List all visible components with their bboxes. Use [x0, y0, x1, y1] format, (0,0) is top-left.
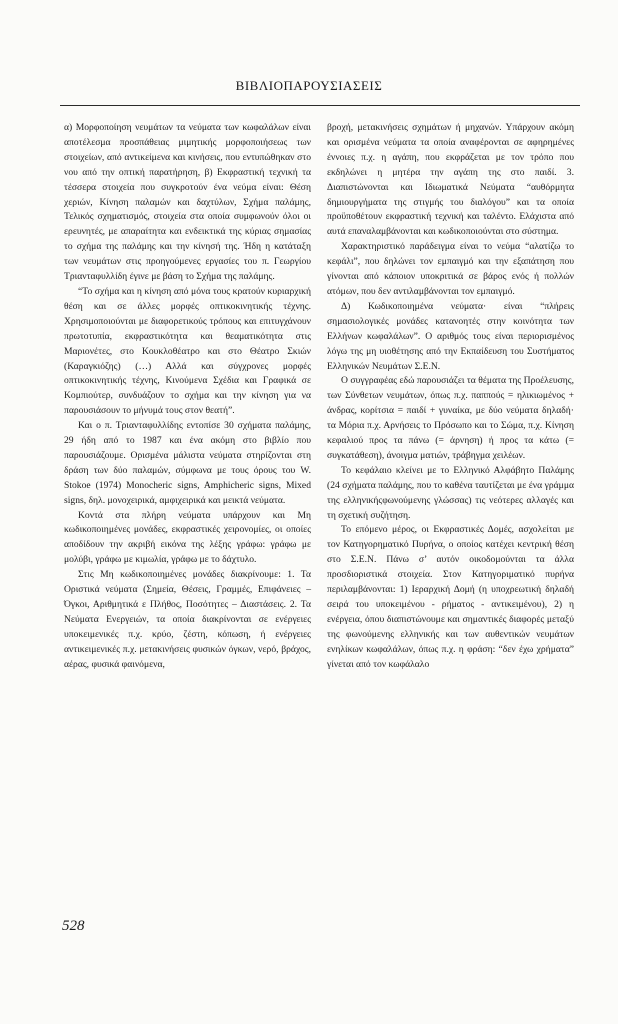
- paragraph: Και ο π. Τριανταφυλλίδης εντοπίσε 30 σχήματα παλάμης, 29 ήδη από το 1987 και ένα ακόμη στο βιβλίο που παρουσιάζουμε. Ορισμένα μάλιστα νεύματα στηρίζονται στη δράση των δύο παλαμών, σύμφωνα με τους όρους του W. Stokoe (1974) Monocheric signs, Amphicheric signs, Mixed signs, δηλ. μονοχειρικά, αμφιχειρικά και μεικτά νεύματα.: [64, 420, 311, 506]
- paragraph: Το κεφάλαιο κλείνει με το Ελληνικό Αλφάβητο Παλάμης (24 σχήματα παλάμης, που το καθένα ταυτίζεται με ένα γράμμα της ελληνικήςφωνούμενης γλώσσας) τις νεότερες αλλαγές και τη σχετική συζήτηση.: [327, 464, 574, 521]
- paragraph: Δ) Κωδικοποιημένα νεύματα· είναι “πλήρεις σημασιολογικές μονάδες κατανοητές στην κοινότητα των Ελλήνων κωφαλάλων”. Ο αριθμός τους είναι περιορισμένος λόγω της μη υιοθέτησης από την Εκπαίδευση του Συστήματος Ελληνικών Νευμάτων Σ.Ε.Ν.: [327, 300, 574, 372]
- paragraph: Χαρακτηριστικό παράδειγμα είναι το νεύμα “αλατίζω το κεφάλι”, που δηλώνει τον εμπαιγμό και την εξαπάτηση που γίνονται από κάποιον υποκριτικά σε βάρος ενός ή πολλών ατόμων, που δεν αντιλαμβάνονται τον εμπαιγμό.: [327, 241, 574, 297]
- running-head: ΒΙΒΛΙΟΠΑΡΟΥΣΙΑΣΕΙΣ: [235, 78, 383, 93]
- right-column: [327, 121, 574, 673]
- paragraph: Στις Μη κωδικοποιημένες μονάδες διακρίνουμε: 1. Τα Οριστικά νεύματα (Σημεία, Θέσεις, Γραμμές, Επιφάνειες – Όγκοι, Αριθμητικά ε Πλήθος, Ποσότητες – Διαστάσεις. 2. Τα Νεύματα Ενεργειών, τα οποία διακρίνονται σε ενέργειες υποκειμενικές π.χ. κρύο, ζέστη, κόπωση, ή ενέργειες αντικειμενικές π.χ. μετακινήσεις φυσικών όγκων, νερό, βράχος, αέρας, φυσικά φαινόμενα,: [64, 569, 311, 670]
- left-column: [64, 121, 311, 673]
- header-rule: [60, 105, 580, 106]
- page-number: 528: [62, 918, 85, 934]
- paragraph: Ο συγγραφέας εδώ παρουσιάζει τα θέματα της Προέλευσης, των Σύνθετων νευμάτων, όπως π.χ. παππούς = ηλικιωμένος + άνδρας, κορίτσια = παιδί + γυναίκα, με δύο νεύματα δηλαδή· τα Μόρια π.χ. Αρνήσεις το Πρόσωπο και το Σώμα, π.χ. Κίνηση κεφαλιού προς τα πάνω (= άρνηση) ή προς τα κάτω (= συγκατάθεση), άνοιγμα ματιών, τράβηγμα χειλέων.: [327, 375, 574, 461]
- paragraph: βροχή, μετακινήσεις σχημάτων ή μηχανών. Υπάρχουν ακόμη και ορισμένα νεύματα τα οποία αναφέρονται σε αφηρημένες έννοιες π.χ. η αγάπη, που εκφράζεται με τον τρόπο που εκδηλώνει η μητέρα την αγάπη της στο παιδί. 3. Διαπιστώνονται και Ιδιωματικά Νεύματα “αυθόρμητα δημιουργήματα της στιγμής του διαλόγου” και τα οποία προϋποθέτουν εκφραστική τεχνική και ταλέντο. Ελάχιστα από αυτά επαναλαμβάνονται και κωδικοποιούνται στο σύστημα.: [327, 122, 574, 238]
- paragraph: “Το σχήμα και η κίνηση από μόνα τους κρατούν κυριαρχική θέση και σε άλλες μορφές οπτικοκινητικής τέχνης. Χρησιμοποιούνται με διαφορετικούς τρόπους και επιτυγχάνουν πρωτοτυπία, εκφραστικότητα και θεαματικότητα στις Μαριονέτες, στο Κουκλοθέατρο και στο Θέατρο Σκιών (Καραγκιόζης) (…) Αλλά και σύγχρονες μορφές οπτικοκινητικής τέχνης, Κινούμενα Σχέδια και Γραφικά σε Κομπιούτερ, συνδυάζουν το σχήμα και την κίνηση για να παρουσιάσουν το μήνυμά τους στον θεατή”.: [64, 285, 311, 417]
- paragraph: Το επόμενο μέρος, οι Εκφραστικές Δομές, ασχολείται με τον Κατηγορηματικό Πυρήνα, ο οποίος κατέχει κεντρική θέση στο Σ.Ε.Ν. Πάνω σ’ αυτόν οικοδομούνται τα άλλα προσδιοριστικά στοιχεία. Στον Κατηγοριματικό πυρήνα περιλαμβάνονται: 1) Ιεραρχική Δομή (η υποχρεωτική δηλαδή σειρά του υποκειμένου - ρήματος - αντικειμένου), 2) η ενέργεια, όπου διαπιστώνουμε και σημαντικές διαφορές μεταξύ της φωνούμενης ελληνικής και των αυθεντικών νευμάτων ενηλίκων κωφαλάλων, όπως π.χ. η φράση: “δεν έχω χρήματα” γίνεται από τον κωφάλαλο: [327, 524, 574, 670]
- paragraph: Κοντά στα πλήρη νεύματα υπάρχουν και Μη κωδικοποιημένες μονάδες, εκφραστικές χειρονομίες, οι οποίες αποδίδουν την ακριβή εικόνα της λέξης γράφω: γράφω με μολύβι, γράφω με κιμωλία, γράφω με το δάχτυλο.: [64, 509, 311, 566]
- paragraph: α) Μορφοποίηση νευμάτων τα νεύματα των κωφαλάλων είναι αποτέλεσμα προσπάθειας μιμητικής μορφοποιήσεως των στοιχείων, από αντικείμενα και κινήσεις, που εντυπώθηκαν στο νου από την οπτική παρατήρηση, β) Εκφραστική τεχνική τα τέσσερα στοιχεία που συγκροτούν ένα νεύμα είναι: Θέση χεριών, Κίνηση παλαμών και δαχτύλων, Σχήμα παλάμης, Τελικός σχηματισμός, στοιχεία στα οποία συμφωνούν όλοι οι ερευνητές, με απαραίτητα και ενδεικτικά της κύριας σημασίας το σχήμα της παλάμης και την κίνησή της. Ήδη η κατάταξη των νευμάτων στις προηγούμενες εργασίες του π. Γεωργίου Τριανταφυλλίδη έγινε με βάση το Σχήμα της παλάμης.: [64, 122, 311, 283]
